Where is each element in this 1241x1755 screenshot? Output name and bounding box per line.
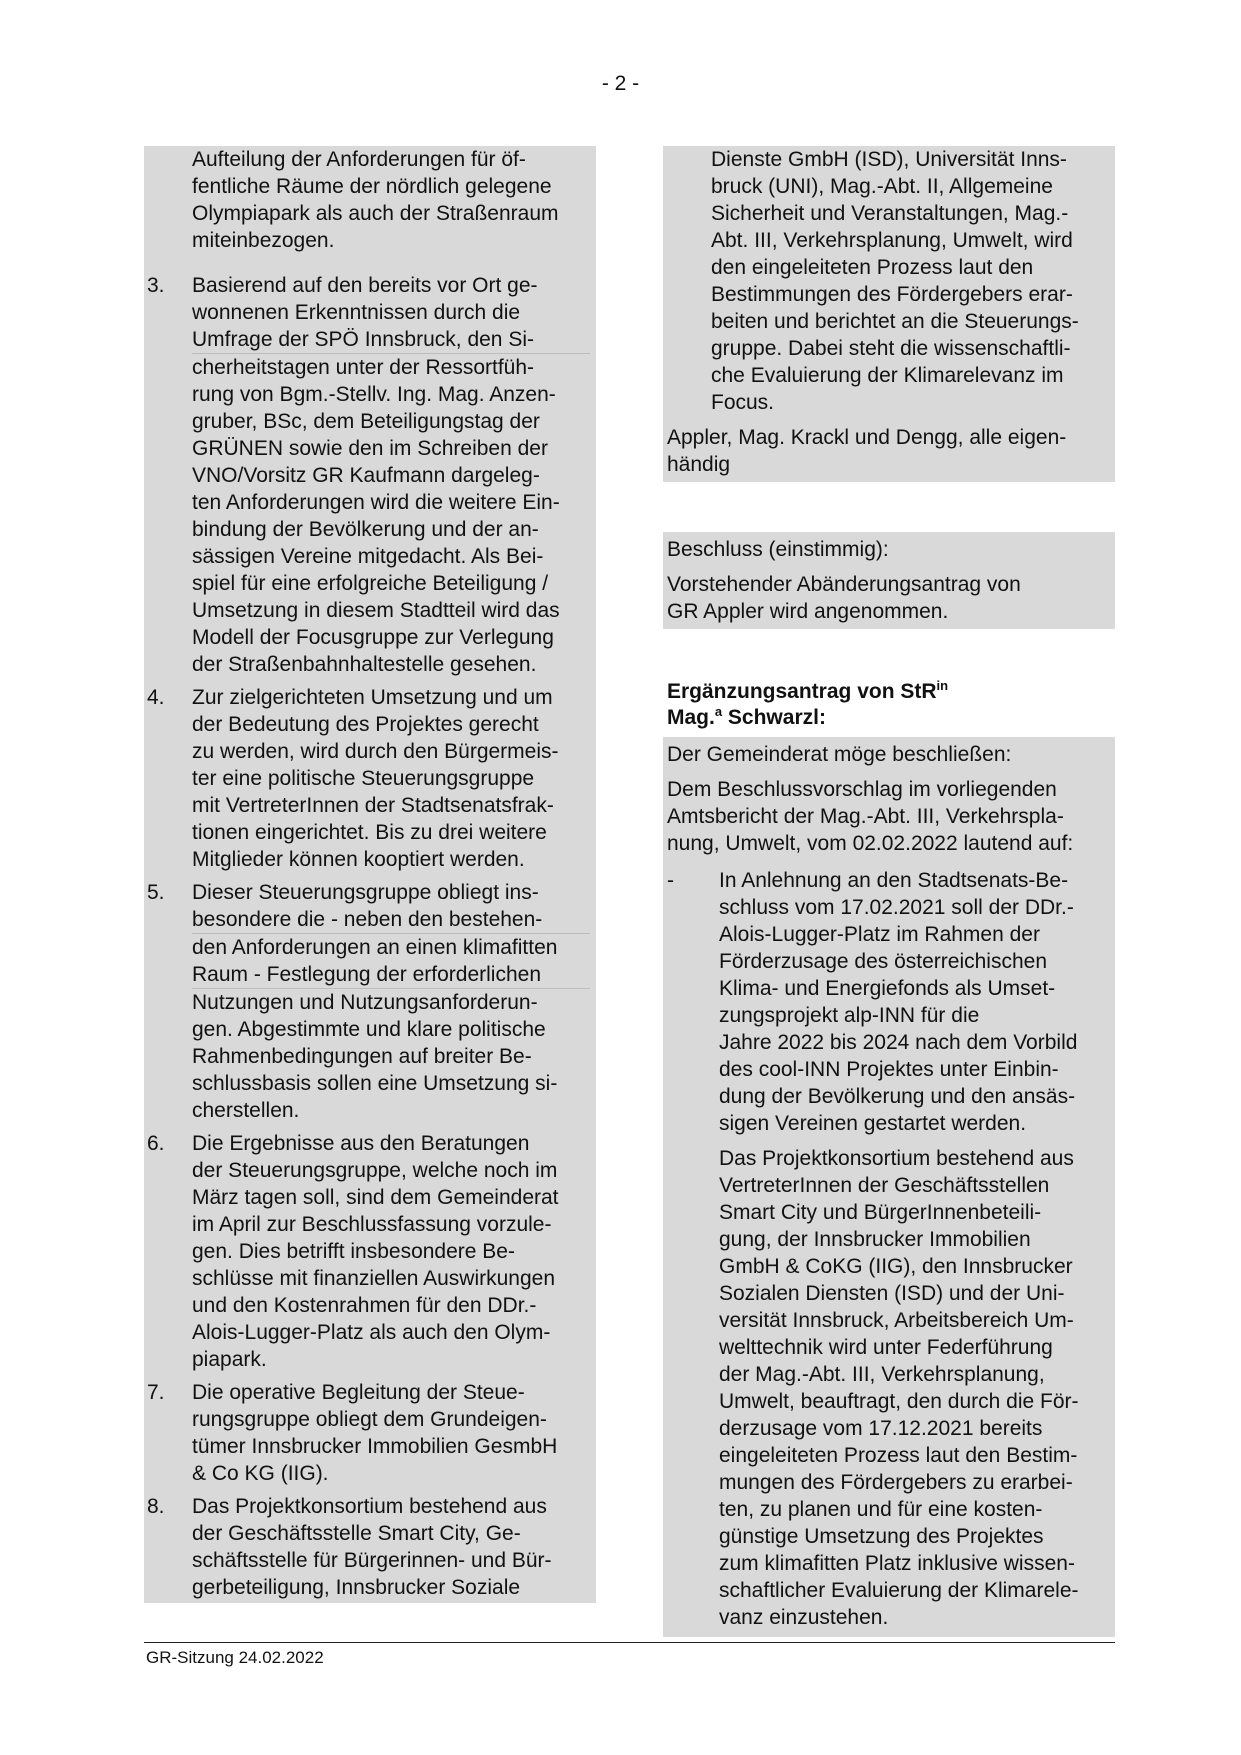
text-line: Alois-Lugger-Platz als auch den Olym- — [192, 1321, 551, 1344]
list-number: 8. — [147, 1495, 165, 1518]
dash-marker: - — [667, 869, 674, 892]
text-line: sigen Vereinen gestartet werden. — [719, 1112, 1027, 1135]
text-line: miteinbezogen. — [192, 229, 335, 252]
resolution-label: Beschluss (einstimmig): — [663, 532, 1115, 567]
text-line: gruber, BSc, dem Beteiligungstag der — [192, 410, 540, 433]
text-line: Umsetzung in diesem Stadtteil wird das — [192, 599, 560, 622]
text-line: Alois-Lugger-Platz im Rahmen der — [719, 923, 1040, 946]
heading-text: Schwarzl: — [722, 706, 826, 729]
text-line: Bestimmungen des Fördergebers erar- — [711, 283, 1073, 306]
text-line: Vorstehender Abänderungsantrag von — [667, 573, 1021, 596]
signers-paragraph — [663, 420, 1115, 482]
text-line: gung, der Innsbrucker Immobilien — [719, 1228, 1031, 1251]
text-line: tionen eingerichtet. Bis zu drei weitere — [192, 821, 547, 844]
text-line: gruppe. Dabei steht die wissenschaftli- — [711, 337, 1071, 360]
text-line: Die Ergebnisse aus den Beratungen — [192, 1132, 530, 1155]
text-line: der Geschäftsstelle Smart City, Ge- — [192, 1522, 521, 1545]
text-line: des cool-INN Projektes unter Einbin- — [719, 1058, 1059, 1081]
text-line: Förderzusage des österreichischen — [719, 950, 1048, 973]
text-line: günstige Umsetzung des Projektes — [719, 1525, 1044, 1548]
text-line: Umwelt, beauftragt, den durch die För- — [719, 1390, 1079, 1413]
text-line: rungsgruppe obliegt dem Grundeigen- — [192, 1408, 547, 1431]
text-line: den Anforderungen an einen klimafitten — [192, 933, 590, 961]
text-line: der Bedeutung des Projektes gerecht — [192, 713, 539, 736]
text-line: zum klimafitten Platz inklusive wissen- — [719, 1552, 1075, 1575]
text-line: mit VertreterInnen der Stadtsenatsfrak- — [192, 794, 554, 817]
text-line: Abt. III, Verkehrsplanung, Umwelt, wird — [711, 229, 1073, 252]
text-line: che Evaluierung der Klimarelevanz im — [711, 364, 1064, 387]
text-line: Amtsbericht der Mag.-Abt. III, Verkehrspla- — [667, 805, 1064, 828]
left-column — [144, 146, 596, 1603]
text-line: Aufteilung der Anforderungen für öf- — [192, 148, 526, 171]
text-line: Smart City und BürgerInnenbeteili- — [719, 1201, 1042, 1224]
text-line: GR Appler wird angenommen. — [667, 600, 949, 623]
text-line: Sozialen Diensten (ISD) und der Uni- — [719, 1282, 1065, 1305]
text-line: Mitglieder können kooptiert werden. — [192, 848, 525, 871]
list-number: 4. — [147, 686, 165, 709]
text-line: zungsprojekt alp-INN für die — [719, 1004, 980, 1027]
text-line: Das Projektkonsortium bestehend aus — [719, 1147, 1074, 1170]
text-line: versität Innsbruck, Arbeitsbereich Um- — [719, 1309, 1074, 1332]
text-line: ten Anforderungen wird die weitere Ein- — [192, 491, 560, 514]
list-item-5 — [144, 875, 596, 1126]
text-line: beiten und berichtet an die Steuerungs- — [711, 310, 1079, 333]
text-line: der Straßenbahnhaltestelle gesehen. — [192, 653, 537, 676]
text-line: cherstellen. — [192, 1099, 300, 1122]
text-line: ten, zu planen und für eine kosten- — [719, 1498, 1043, 1521]
text-line: Jahre 2022 bis 2024 nach dem Vorbild — [719, 1031, 1078, 1054]
text-line: gen. Dies betrifft insbesondere Be- — [192, 1240, 515, 1263]
text-line: VNO/Vorsitz GR Kaufmann dargeleg- — [192, 464, 540, 487]
dash-list-item — [663, 861, 1115, 1139]
text-line: schaftlicher Evaluierung der Klimarele- — [719, 1579, 1079, 1602]
dash-paragraph — [663, 1139, 1115, 1637]
text-line: nung, Umwelt, vom 02.02.2022 lautend auf: — [667, 832, 1074, 855]
text-line: Klima- und Energiefonds als Umset- — [719, 977, 1056, 1000]
heading-superscript: a — [714, 704, 723, 719]
text-line: eingeleiteten Prozess laut den Bestim- — [719, 1444, 1078, 1467]
text-line: im April zur Beschlussfassung vorzule- — [192, 1213, 552, 1236]
text-line: Umfrage der SPÖ Innsbruck, den Si- — [192, 328, 534, 351]
list-item-3 — [144, 268, 596, 680]
text-line: Die operative Begleitung der Steue- — [192, 1381, 525, 1404]
heading-superscript: in — [936, 678, 949, 693]
text-line: mungen des Fördergebers zu erarbei- — [719, 1471, 1073, 1494]
text-line: bruck (UNI), Mag.-Abt. II, Allgemeine — [711, 175, 1053, 198]
text-line: piapark. — [192, 1348, 267, 1371]
text-line: Sicherheit und Veranstaltungen, Mag.- — [711, 202, 1069, 225]
text-line: spiel für eine erfolgreiche Beteiligung / — [192, 572, 549, 595]
resolution-text — [663, 567, 1115, 629]
text-line: schluss vom 17.02.2021 soll der DDr.- — [719, 896, 1074, 919]
motion-reference — [663, 772, 1115, 861]
list-item-8 — [144, 1489, 596, 1603]
text-line: Dienste GmbH (ISD), Universität Inns- — [711, 148, 1067, 171]
text-line: Basierend auf den bereits vor Ort ge- — [192, 274, 538, 297]
text-line: Rahmenbedingungen auf breiter Be- — [192, 1045, 532, 1068]
list-item-4 — [144, 680, 596, 875]
text-line: schlüsse mit finanziellen Auswirkungen — [192, 1267, 556, 1290]
list-item-6 — [144, 1126, 596, 1375]
text-line: Olympiapark als auch der Straßenraum — [192, 202, 559, 225]
text-line: sässigen Vereine mitgedacht. Als Bei- — [192, 545, 544, 568]
text-line: März tagen soll, sind dem Gemeinderat — [192, 1186, 559, 1209]
text-line: gen. Abgestimmte und klare politische — [192, 1018, 546, 1041]
text-line: gerbeteiligung, Innsbrucker Soziale — [192, 1576, 521, 1599]
heading-text: Ergänzungsantrag von StR — [667, 680, 937, 703]
text-line: derzusage vom 17.12.2021 bereits — [719, 1417, 1043, 1440]
list-item-7 — [144, 1375, 596, 1489]
text-line: welttechnik wird unter Federführung — [719, 1336, 1053, 1359]
text-line: Raum - Festlegung der erforderlichen — [192, 963, 542, 986]
text-line: In Anlehnung an den Stadtsenats-Be- — [719, 869, 1069, 892]
text-line: schäftsstelle für Bürgerinnen- und Bür- — [192, 1549, 552, 1572]
text-line: fentliche Räume der nördlich gelegene — [192, 175, 552, 198]
text-line: schlussbasis sollen eine Umsetzung si- — [192, 1072, 558, 1095]
text-line: zu werden, wird durch den Bürgermeis- — [192, 740, 559, 763]
motion-intro: Der Gemeinderat möge beschließen: — [663, 737, 1115, 772]
text-line: ter eine politische Steuerungsgruppe — [192, 767, 535, 790]
text-line: den eingeleiteten Prozess laut den — [711, 256, 1034, 279]
footer-divider — [144, 1642, 1115, 1643]
list-number: 5. — [147, 881, 165, 904]
text-line: Modell der Focusgruppe zur Verlegung — [192, 626, 554, 649]
text-line: vanz einzustehen. — [719, 1606, 889, 1629]
text-line: Zur zielgerichteten Umsetzung und um — [192, 686, 553, 709]
text-line: Das Projektkonsortium bestehend aus — [192, 1495, 547, 1518]
page-number: - 2 - — [601, 72, 640, 95]
text-line: Dem Beschlussvorschlag im vorliegenden — [667, 778, 1057, 801]
text-line: & Co KG (IIG). — [192, 1462, 329, 1485]
footer-text: GR-Sitzung 24.02.2022 — [146, 1648, 324, 1667]
text-line: Dieser Steuerungsgruppe obliegt ins- — [192, 881, 539, 904]
text-line: GRÜNEN sowie den im Schreiben der — [192, 437, 548, 460]
text-line: der Mag.-Abt. III, Verkehrsplanung, — [719, 1363, 1045, 1386]
text-line: Focus. — [711, 391, 775, 414]
text-line: besondere die - neben den bestehen- — [192, 908, 543, 931]
continuation-paragraph — [144, 146, 596, 258]
text-line: und den Kostenrahmen für den DDr.- — [192, 1294, 537, 1317]
text-line: dung der Bevölkerung und den ansäs- — [719, 1085, 1076, 1108]
text-line: VertreterInnen der Geschäftsstellen — [719, 1174, 1050, 1197]
text-line: cherheitstagen unter der Ressortfüh- — [192, 353, 590, 381]
list-number: 6. — [147, 1132, 165, 1155]
heading-text: Mag. — [667, 706, 715, 729]
continuation-paragraph — [663, 146, 1115, 420]
text-line: rung von Bgm.-Stellv. Ing. Mag. Anzen- — [192, 383, 556, 406]
text-line: Appler, Mag. Krackl und Dengg, alle eigen- — [667, 426, 1067, 449]
text-line: Nutzungen und Nutzungsanforderun- — [192, 988, 590, 1016]
motion-heading — [663, 679, 1115, 737]
list-number: 3. — [147, 274, 165, 297]
text-line: der Steuerungsgruppe, welche noch im — [192, 1159, 558, 1182]
text-line: GmbH & CoKG (IIG), den Innsbrucker — [719, 1255, 1073, 1278]
text-line: tümer Innsbrucker Immobilien GesmbH — [192, 1435, 558, 1458]
right-column — [663, 146, 1115, 1637]
text-line: händig — [667, 453, 731, 476]
list-number: 7. — [147, 1381, 165, 1404]
text-line: bindung der Bevölkerung und der an- — [192, 518, 539, 541]
text-line: wonnenen Erkenntnissen durch die — [192, 301, 521, 324]
